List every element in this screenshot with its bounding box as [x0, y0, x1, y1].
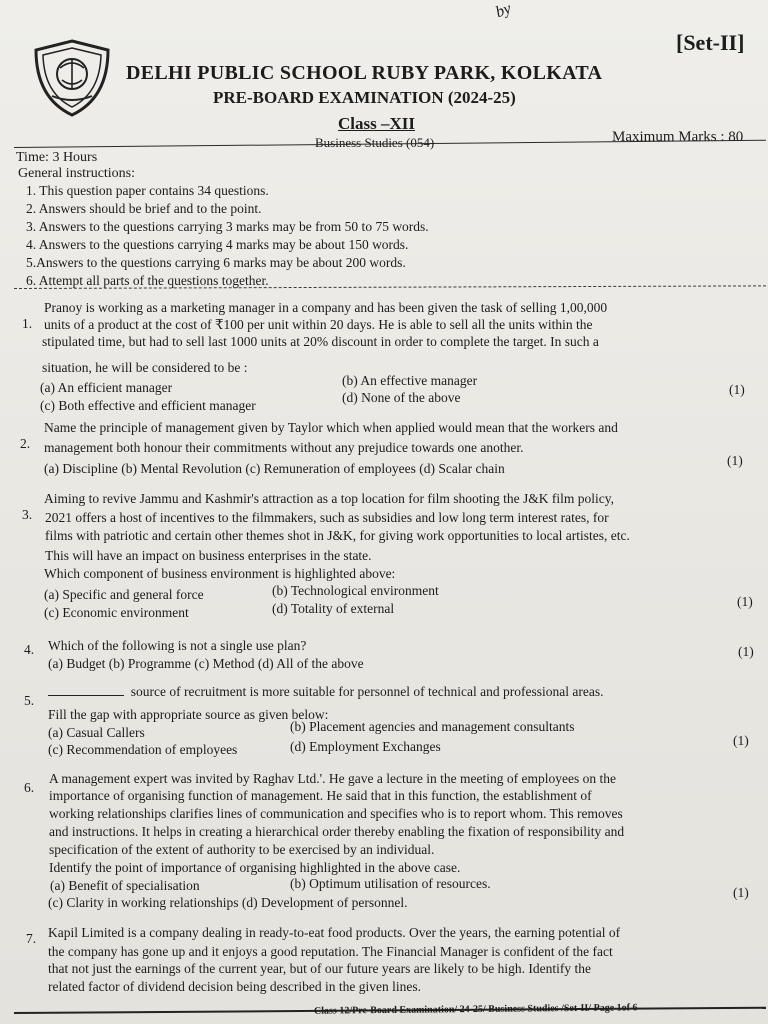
general-instructions-title: General instructions: — [18, 166, 136, 181]
question-text-line: Which of the following is not a single use plan? — [48, 638, 307, 653]
question-number: 4. — [24, 642, 35, 657]
question-text-line: This will have an impact on business enterprises in the state. — [45, 548, 372, 563]
question-text-line: and instructions. It helps in creating a hierarchical order thereby enabling the fixation of responsibility and — [49, 824, 625, 839]
question-text-line: situation, he will be considered to be : — [42, 360, 248, 375]
instruction-item: 2. Answers should be brief and to the point. — [26, 201, 262, 216]
question-text-line: related factor of dividend decision being described in the given lines. — [48, 979, 422, 994]
option-a: (a) Specific and general force — [44, 587, 204, 602]
handwritten-mark: by — [493, 0, 514, 22]
question-text-line: working relationships clarifies lines of communication and specifies who is to report whom. This removes — [49, 806, 623, 821]
instruction-item: 3. Answers to the questions carrying 3 marks may be from 50 to 75 words. — [26, 219, 429, 234]
question-marks: (1) — [727, 453, 743, 468]
subject-label: Business Studies (054) — [315, 135, 435, 150]
school-logo-icon — [30, 38, 114, 118]
question-number: 5. — [24, 693, 35, 708]
question-number: 6. — [24, 780, 35, 795]
instruction-item: 5.Answers to the questions carrying 6 marks may be about 200 words. — [26, 255, 406, 270]
instruction-item: 1. This question paper contains 34 questions. — [26, 183, 269, 198]
question-text-line: that not just the earnings of the current year, but of our future years are likely to be high. Identify the — [48, 961, 592, 976]
question-options: (a) Budget (b) Programme (c) Method (d) All of the above — [48, 656, 364, 671]
question-number: 2. — [20, 436, 31, 451]
fill-blank — [48, 695, 124, 696]
question-text-line: Name the principle of management given by Taylor which when applied would mean that the workers and — [44, 420, 618, 435]
question-text-line: films with patriotic and certain other themes shot in J&K, for giving work opportunities to local artistes, etc. — [45, 528, 630, 543]
option-b: (b) An effective manager — [342, 373, 478, 388]
class-label: Class –XII — [338, 114, 415, 133]
question-text-line: Kapil Limited is a company dealing in ready-to-eat food products. Over the years, the earning potential of — [48, 925, 621, 940]
option-b: (b) Optimum utilisation of resources. — [290, 876, 491, 891]
question-text-line — [48, 684, 603, 700]
question-text-line: Which component of business environment is highlighted above: — [44, 566, 396, 581]
option-b: (b) Placement agencies and management consultants — [290, 719, 575, 734]
page-footer: Class 12/Pre-Board Examination/ 24-25/ Business Studies /Set-II/ Page 1of 6 — [313, 1002, 638, 1017]
max-marks: Maximum Marks : 80 — [612, 129, 744, 145]
question-text-line: Identify the point of importance of organising highlighted in the above case. — [49, 860, 461, 875]
question-number: 1. — [22, 316, 33, 331]
instruction-item: 6. Attempt all parts of the questions together. — [26, 273, 269, 288]
option-d: (d) Employment Exchanges — [290, 739, 441, 754]
option-b: (b) Technological environment — [272, 583, 439, 598]
option-a: (a) An efficient manager — [40, 380, 173, 395]
question-text-line: importance of organising function of management. He said that in this function, the establishment of — [49, 788, 592, 803]
question-number: 7. — [26, 931, 37, 946]
question-text-line: Pranoy is working as a marketing manager in a company and has been given the task of selling 1,00,000 — [44, 300, 608, 315]
question-text-line: management both honour their commitments without any prejudice towards one another. — [44, 440, 524, 455]
question-marks: (1) — [738, 644, 754, 659]
exam-name: PRE-BOARD EXAMINATION (2024-25) — [213, 88, 516, 107]
question-text-rest: source of recruitment is more suitable for personnel of technical and professional areas. — [130, 684, 604, 699]
question-marks: (1) — [729, 382, 745, 397]
option-c: (c) Both effective and efficient manager — [40, 398, 256, 413]
question-text-line: A management expert was invited by Raghav Ltd.'. He gave a lecture in the meeting of employees on the — [49, 771, 616, 786]
question-text-line: Aiming to revive Jammu and Kashmir's attraction as a top location for film shooting the J&K film policy, — [44, 491, 614, 506]
question-marks: (1) — [737, 594, 753, 609]
option-c: (c) Recommendation of employees — [48, 742, 238, 757]
question-text-line: units of a product at the cost of ₹100 per unit within 20 days. He is able to sell all the units within the — [44, 317, 593, 332]
question-text-line: 2021 offers a host of incentives to the filmmakers, such as subsidies and low long term interest rates, for — [45, 510, 609, 525]
option-d: (d) None of the above — [342, 390, 461, 405]
question-marks: (1) — [733, 733, 749, 748]
school-name: DELHI PUBLIC SCHOOL RUBY PARK, KOLKATA — [126, 62, 603, 84]
option-c: (c) Economic environment — [44, 605, 189, 620]
option-a: (a) Casual Callers — [48, 725, 145, 740]
option-c-d: (c) Clarity in working relationships (d) Development of personnel. — [48, 895, 408, 910]
question-options: (a) Discipline (b) Mental Revolution (c) Remuneration of employees (d) Scalar chain — [44, 461, 505, 476]
question-marks: (1) — [733, 885, 749, 900]
question-text-line: Fill the gap with appropriate source as given below: — [48, 707, 329, 722]
question-text-line: stipulated time, but had to sell last 1000 units at 20% discount in order to complete the target. In such a — [42, 334, 599, 349]
question-text-line: specification of the extent of authority to be exercised by an individual. — [49, 842, 435, 857]
question-text-line: the company has gone up and it enjoys a good reputation. The Financial Manager is confident of the fact — [48, 944, 613, 959]
option-d: (d) Totality of external — [272, 601, 395, 616]
option-a: (a) Benefit of specialisation — [50, 878, 200, 893]
set-label: [Set-II] — [676, 30, 745, 55]
question-number: 3. — [22, 507, 33, 522]
time-label: Time: 3 Hours — [16, 150, 98, 165]
instruction-item: 4. Answers to the questions carrying 4 marks may be about 150 words. — [26, 237, 409, 252]
